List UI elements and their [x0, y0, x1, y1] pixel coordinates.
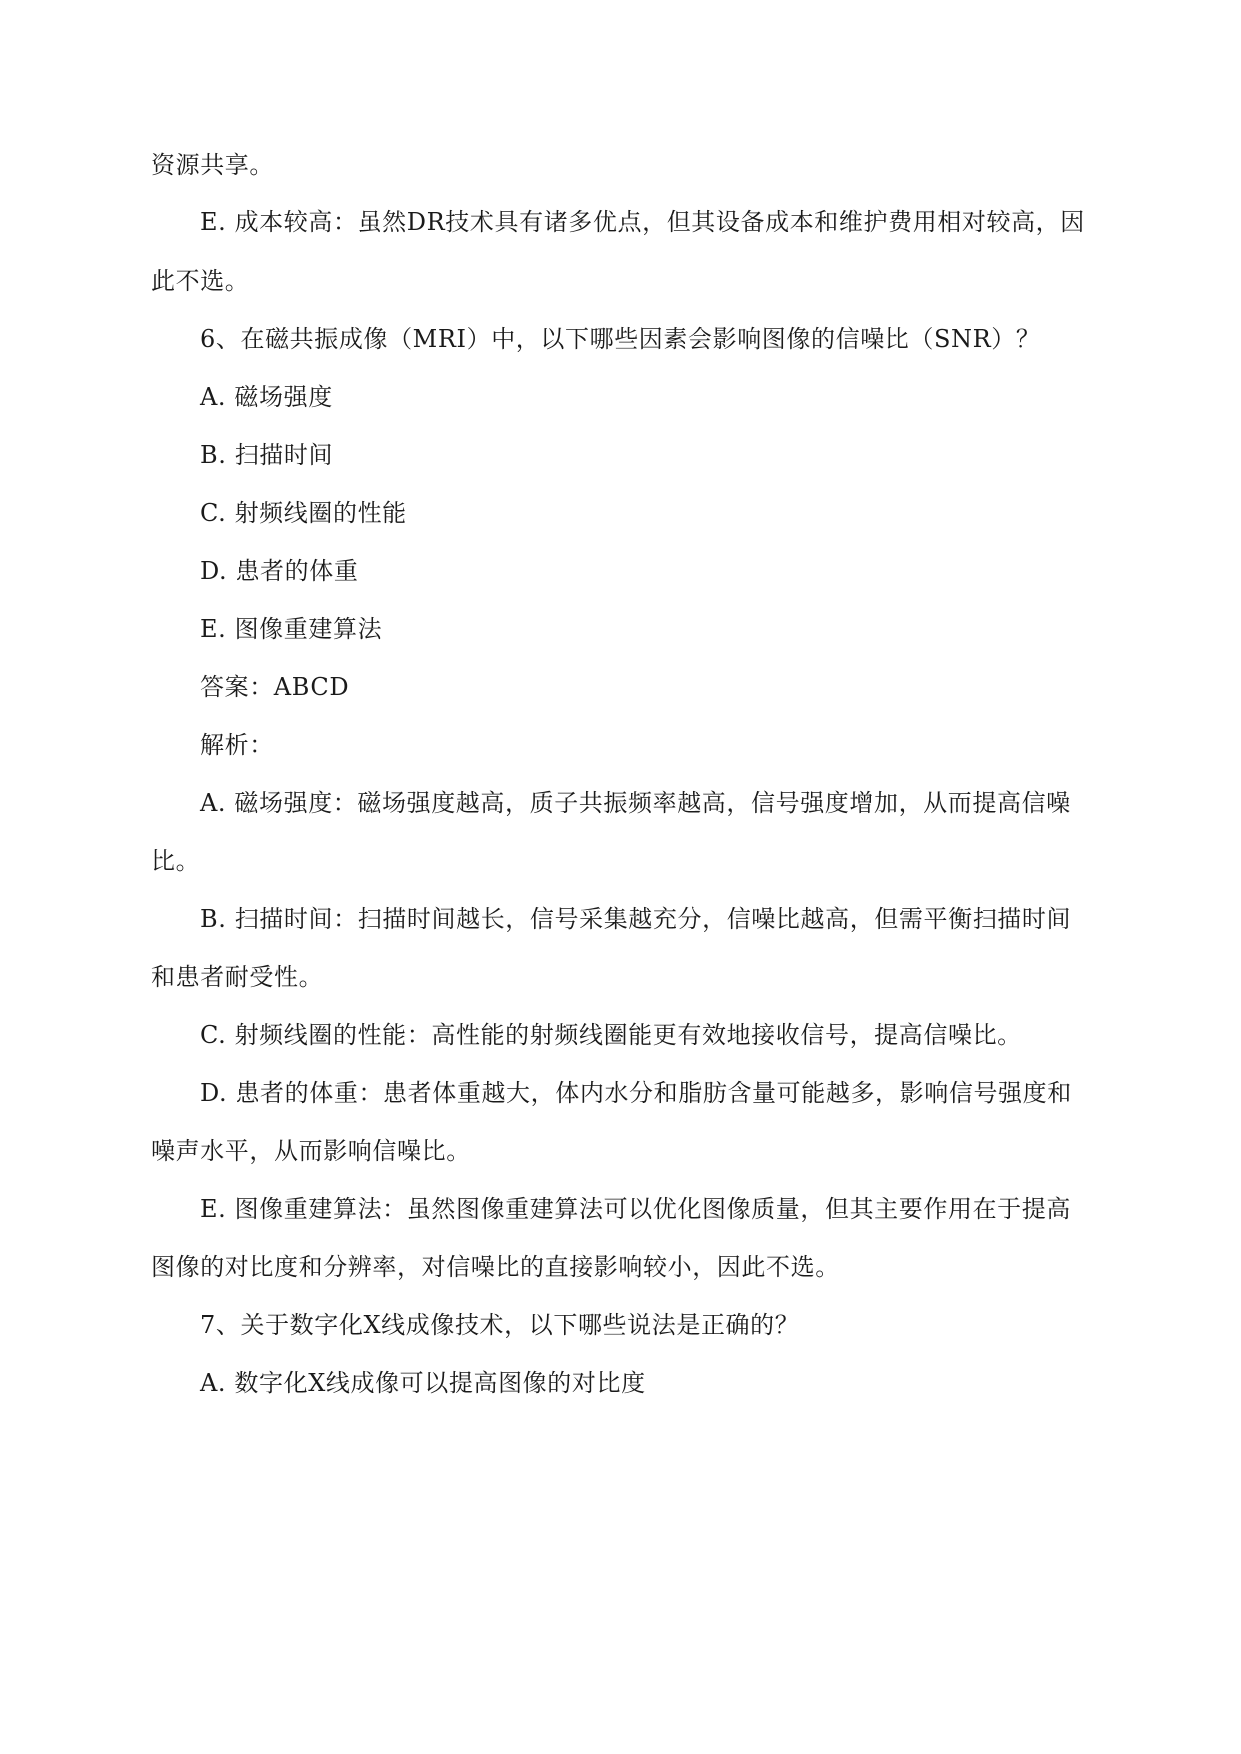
analysis-b-line-2: 和患者耐受性。 — [151, 963, 324, 991]
analysis-b-line-1: B. 扫描时间：扫描时间越长，信号采集越充分，信噪比越高，但需平衡扫描时间 — [200, 905, 1072, 933]
question-7: 7、关于数字化X线成像技术，以下哪些说法是正确的？ — [200, 1311, 800, 1339]
question-6-option-c: C. 射频线圈的性能 — [200, 499, 407, 527]
option-e-explanation-line-1: E. 成本较高：虽然DR技术具有诸多优点，但其设备成本和维护费用相对较高，因 — [200, 208, 1085, 236]
analysis-d-line-1: D. 患者的体重：患者体重越大，体内水分和脂肪含量可能越多，影响信号强度和 — [200, 1079, 1072, 1107]
question-6-option-b: B. 扫描时间 — [200, 441, 334, 469]
analysis-d-line-2: 噪声水平，从而影响信噪比。 — [151, 1137, 471, 1165]
question-6-analysis-heading: 解析： — [200, 731, 274, 759]
question-6-option-a: A. 磁场强度 — [200, 383, 333, 411]
question-7-option-a: A. 数字化X线成像可以提高图像的对比度 — [200, 1369, 646, 1397]
question-6-option-e: E. 图像重建算法 — [200, 615, 383, 643]
paragraph-line-1: 资源共享。 — [151, 151, 274, 179]
analysis-c-line-1: C. 射频线圈的性能：高性能的射频线圈能更有效地接收信号，提高信噪比。 — [200, 1021, 1022, 1049]
analysis-e-line-1: E. 图像重建算法：虽然图像重建算法可以优化图像质量，但其主要作用在于提高 — [200, 1195, 1071, 1223]
analysis-a-line-2: 比。 — [151, 847, 201, 875]
analysis-a-line-1: A. 磁场强度：磁场强度越高，质子共振频率越高，信号强度增加，从而提高信噪 — [200, 789, 1071, 817]
question-6: 6、在磁共振成像（MRI）中，以下哪些因素会影响图像的信噪比（SNR）？ — [200, 325, 1041, 353]
option-e-explanation-line-2: 此不选。 — [151, 267, 250, 295]
question-6-answer: 答案：ABCD — [200, 673, 350, 701]
question-6-option-d: D. 患者的体重 — [200, 557, 359, 585]
analysis-e-line-2: 图像的对比度和分辨率，对信噪比的直接影响较小，因此不选。 — [151, 1253, 840, 1281]
